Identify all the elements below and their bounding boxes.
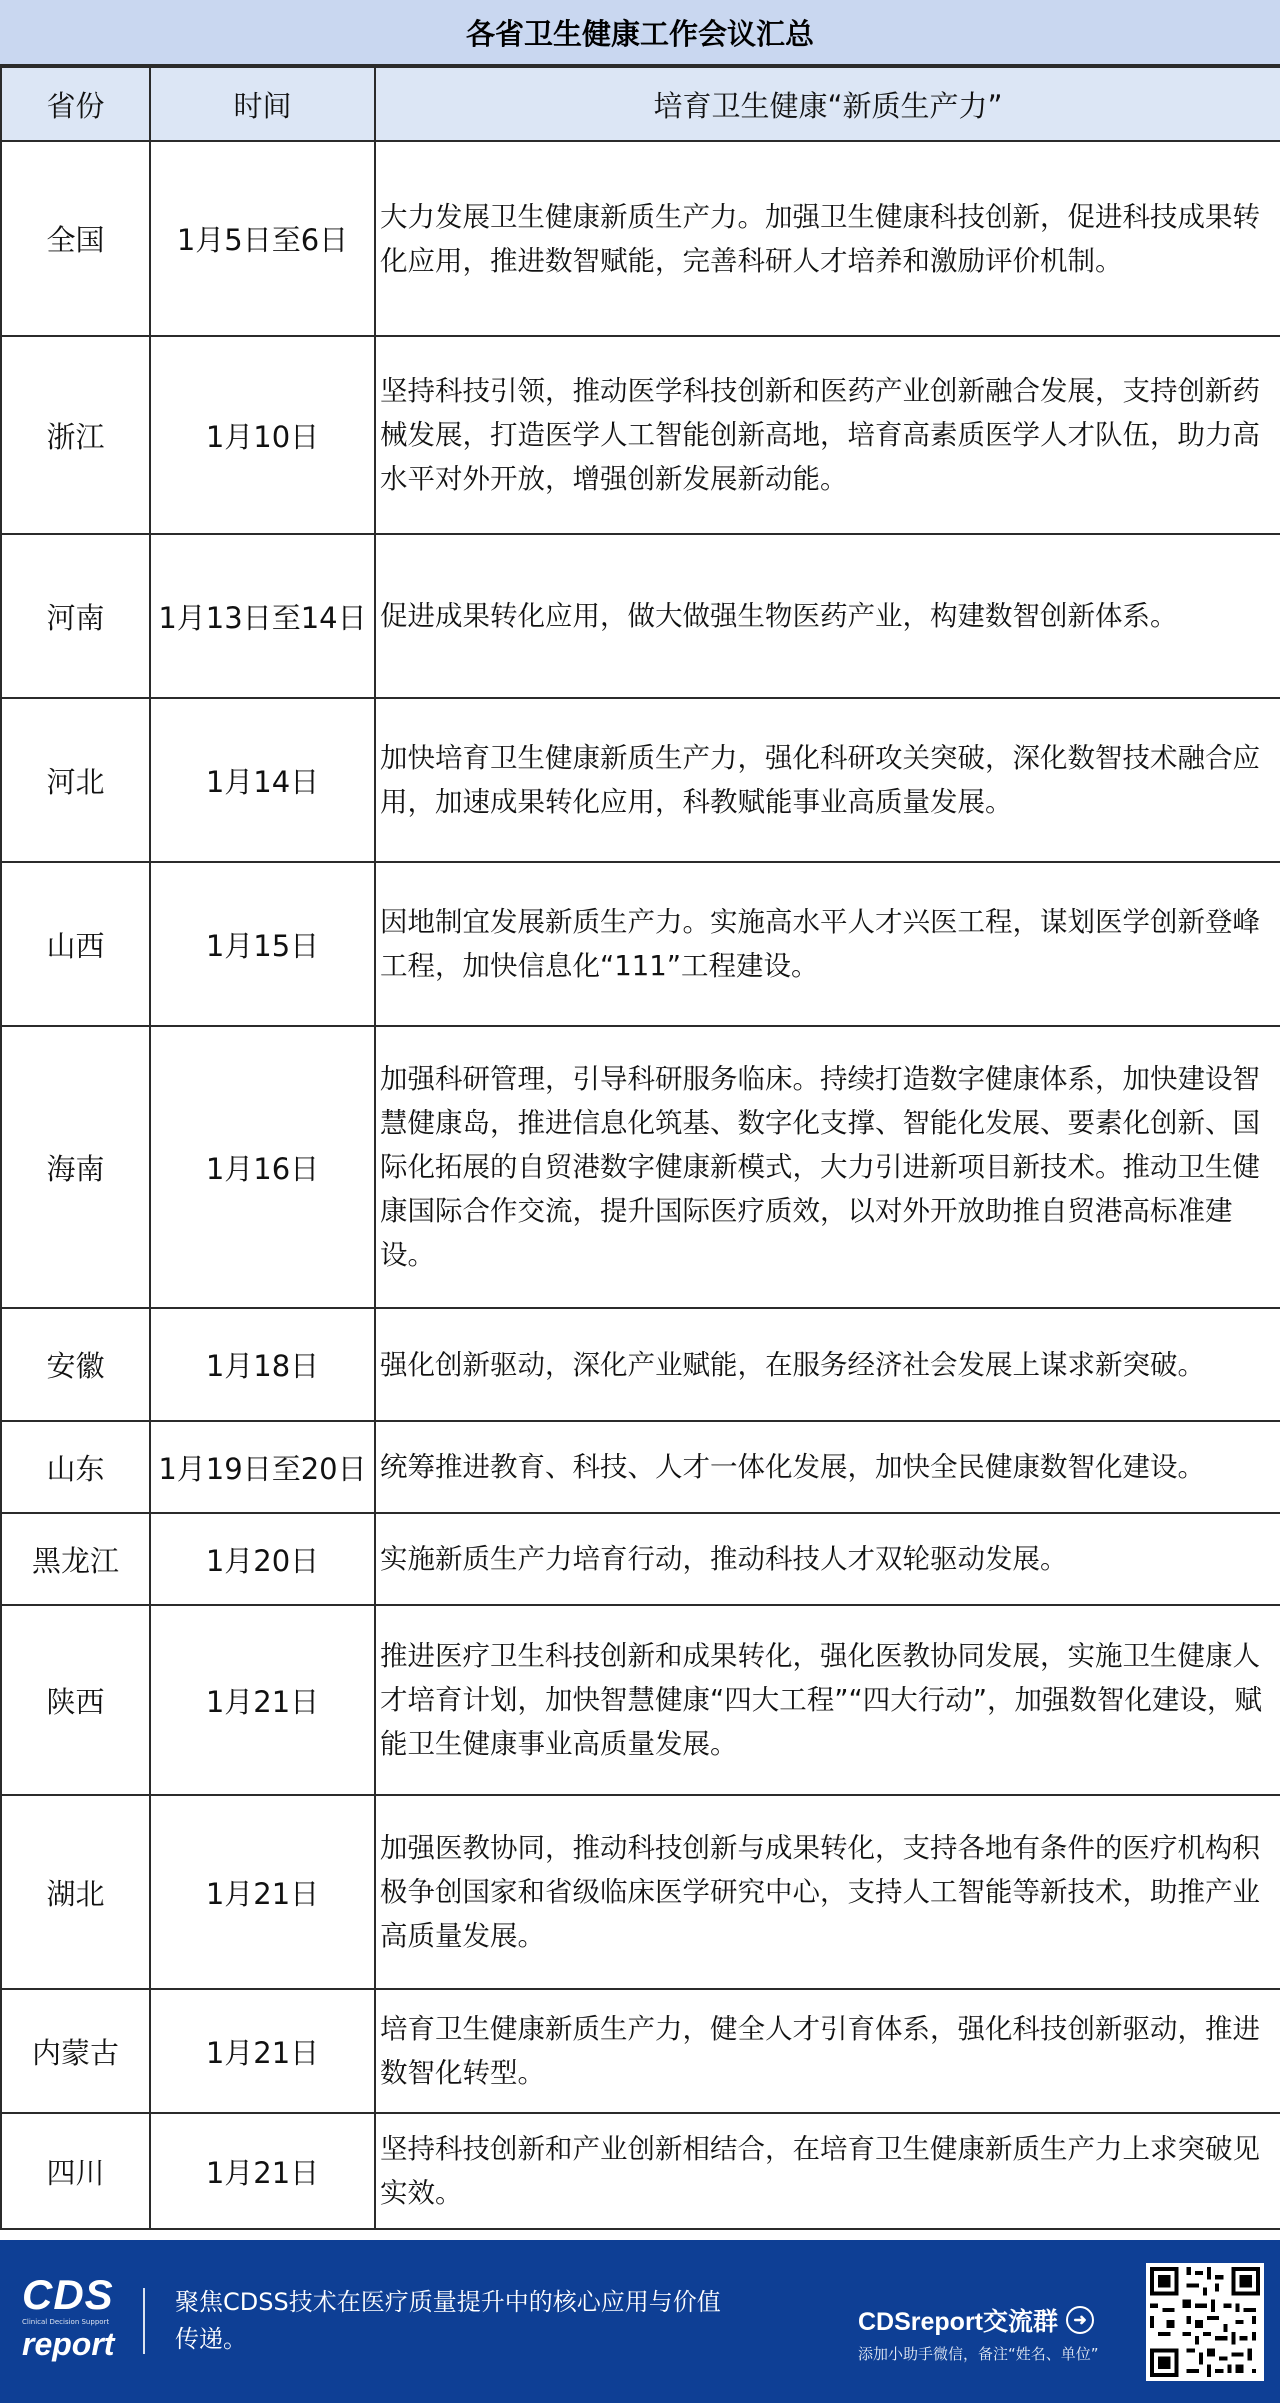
table-row xyxy=(1,2113,1280,2229)
content-cell: 坚持科技引领，推动医学科技创新和医药产业创新融合发展，支持创新药械发展，打造医学人工智能创新高地，培育高素质医学人才队伍，助力高水平对外开放，增强创新发展新动能。 xyxy=(375,336,1280,534)
logo-text: CDS xyxy=(22,2271,114,2318)
date-cell: 1月13日至14日 xyxy=(150,534,375,698)
content-cell: 实施新质生产力培育行动，推动科技人才双轮驱动发展。 xyxy=(375,1513,1280,1605)
page-title: 各省卫生健康工作会议汇总 xyxy=(0,0,1280,66)
content-cell: 推进医疗卫生科技创新和成果转化，强化医教协同发展，实施卫生健康人才培育计划，加快智慧健康“四大工程”“四大行动”，加强数智化建设，赋能卫生健康事业高质量发展。 xyxy=(375,1605,1280,1795)
logo-report-text: report xyxy=(22,2326,115,2362)
table-row xyxy=(1,862,1280,1026)
province-cell: 山东 xyxy=(1,1421,150,1513)
province-cell: 海南 xyxy=(1,1026,150,1308)
province-cell: 河南 xyxy=(1,534,150,698)
province-cell: 四川 xyxy=(1,2113,150,2229)
province-cell: 全国 xyxy=(1,141,150,336)
content-cell: 培育卫生健康新质生产力，健全人才引育体系，强化科技创新驱动，推进数智化转型。 xyxy=(375,1989,1280,2113)
content-cell: 促进成果转化应用，做大做强生物医药产业，构建数智创新体系。 xyxy=(375,534,1280,698)
header-province: 省份 xyxy=(1,67,150,141)
table-row xyxy=(1,1421,1280,1513)
date-cell: 1月14日 xyxy=(150,698,375,862)
table-row xyxy=(1,1026,1280,1308)
logo-subtext: Clinical Decision Support xyxy=(22,2318,110,2326)
content-cell: 统筹推进教育、科技、人才一体化发展，加快全民健康数智化建设。 xyxy=(375,1421,1280,1513)
date-cell: 1月16日 xyxy=(150,1026,375,1308)
province-cell: 安徽 xyxy=(1,1308,150,1421)
table-row xyxy=(1,1308,1280,1421)
header-date: 时间 xyxy=(150,67,375,141)
date-cell: 1月10日 xyxy=(150,336,375,534)
province-cell: 黑龙江 xyxy=(1,1513,150,1605)
content-cell: 坚持科技创新和产业创新相结合，在培育卫生健康新质生产力上求突破见实效。 xyxy=(375,2113,1280,2229)
date-cell: 1月5日至6日 xyxy=(150,141,375,336)
table-row xyxy=(1,1795,1280,1989)
header-content: 培育卫生健康“新质生产力” xyxy=(375,67,1280,141)
date-cell: 1月19日至20日 xyxy=(150,1421,375,1513)
content-cell: 因地制宜发展新质生产力。实施高水平人才兴医工程，谋划医学创新登峰工程，加快信息化“111”工程建设。 xyxy=(375,862,1280,1026)
date-cell: 1月21日 xyxy=(150,1989,375,2113)
group-note: 添加小助手微信，备注“姓名、单位” xyxy=(858,2345,1099,2363)
content-cell: 加强医教协同，推动科技创新与成果转化，支持各地有条件的医疗机构积极争创国家和省级临床医学研究中心，支持人工智能等新技术，助推产业高质量发展。 xyxy=(375,1795,1280,1989)
content-cell: 强化创新驱动，深化产业赋能，在服务经济社会发展上谋求新突破。 xyxy=(375,1308,1280,1421)
date-cell: 1月21日 xyxy=(150,2113,375,2229)
arrow-right-circle-icon: ➜ xyxy=(1066,2306,1094,2334)
group-link[interactable] xyxy=(858,2302,1094,2338)
table-row xyxy=(1,698,1280,862)
date-cell: 1月20日 xyxy=(150,1513,375,1605)
province-cell: 内蒙古 xyxy=(1,1989,150,2113)
date-cell: 1月18日 xyxy=(150,1308,375,1421)
footer-divider xyxy=(143,2288,145,2354)
table-row xyxy=(1,1989,1280,2113)
qr-code-icon[interactable] xyxy=(1146,2263,1264,2381)
content-cell: 加快培育卫生健康新质生产力，强化科研攻关突破，深化数智技术融合应用，加速成果转化应用，科教赋能事业高质量发展。 xyxy=(375,698,1280,862)
date-cell: 1月21日 xyxy=(150,1795,375,1989)
cds-report-logo xyxy=(22,2271,122,2374)
footer-tagline: 聚焦CDSS技术在医疗质量提升中的核心应用与价值传递。 xyxy=(175,2288,721,2353)
content-cell: 大力发展卫生健康新质生产力。加强卫生健康科技创新，促进科技成果转化应用，推进数智赋能，完善科研人才培养和激励评价机制。 xyxy=(375,141,1280,336)
province-cell: 山西 xyxy=(1,862,150,1026)
date-cell: 1月21日 xyxy=(150,1605,375,1795)
table-row xyxy=(1,141,1280,336)
province-cell: 浙江 xyxy=(1,336,150,534)
province-cell: 河北 xyxy=(1,698,150,862)
group-title: CDSreport交流群 xyxy=(858,2308,1059,2336)
table-header-row xyxy=(1,67,1280,141)
footer-banner xyxy=(0,2240,1280,2403)
table-row xyxy=(1,534,1280,698)
table-row xyxy=(1,1605,1280,1795)
province-cell: 湖北 xyxy=(1,1795,150,1989)
province-cell: 陕西 xyxy=(1,1605,150,1795)
date-cell: 1月15日 xyxy=(150,862,375,1026)
content-cell: 加强科研管理，引导科研服务临床。持续打造数字健康体系，加快建设智慧健康岛，推进信息化筑基、数字化支撑、智能化发展、要素化创新、国际化拓展的自贸港数字健康新模式，大力引进新项目新技术。推动卫生健康国际合作交流，提升国际医疗质效，以对外开放助推自贸港高标准建设。 xyxy=(375,1026,1280,1308)
summary-table xyxy=(0,66,1280,2230)
table-row xyxy=(1,1513,1280,1605)
table-row xyxy=(1,336,1280,534)
